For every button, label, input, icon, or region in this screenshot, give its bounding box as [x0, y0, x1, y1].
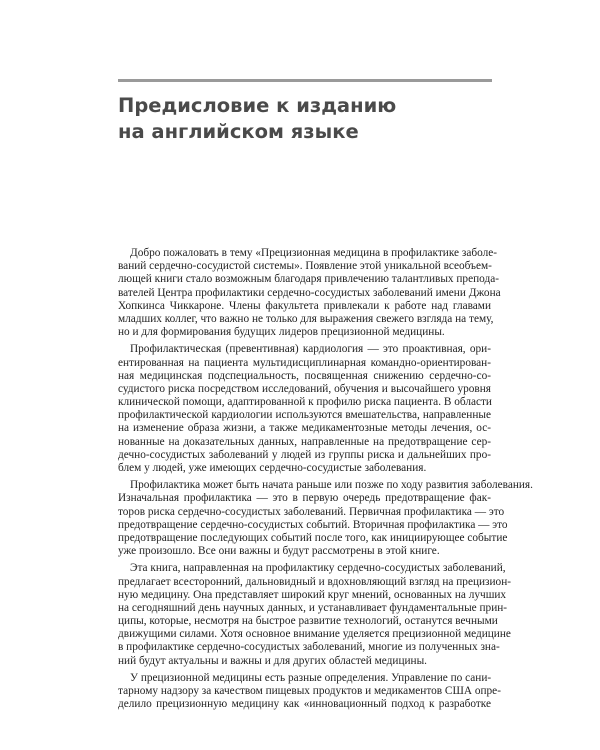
text-line: делило прецизионную медицину как «инновационный подход к разработке [118, 698, 491, 711]
text-line: клинической помощи, адаптированной к профилю риска пациента. В области [118, 396, 492, 409]
text-line: на сегодняшний день научных данных, и устанавливает фундаментальные прин- [118, 601, 508, 614]
text-line: Хопкинса Чиккароне. Члены факультета привлекали к работе над главами [118, 299, 491, 312]
text-line: У прецизионной медицины есть разные определения. Управление по сани- [130, 671, 492, 684]
chapter-title-line-2: на английском языке [118, 120, 359, 143]
text-line: профилактической кардиологии используются вмешательства, направленные [118, 409, 491, 422]
text-line: ваний сердечно-сосудистой системы». Появление этой уникальной всеобъем- [118, 260, 492, 273]
paragraph-3 [118, 479, 533, 558]
paragraph-4 [118, 562, 512, 668]
body-text [118, 247, 533, 715]
text-line: Профилактика может быть начата раньше или позже по ходу развития заболевания. [130, 479, 533, 492]
text-line: дечно-сосудистых заболеваний у людей из группы риска и дальнейших про- [118, 448, 491, 461]
text-line: тарному надзору за качеством пищевых продуктов и медикаментов США опре- [118, 685, 501, 697]
header-rule [118, 79, 492, 82]
paragraph-2 [118, 343, 491, 475]
text-line: ний будут актуальны и важны и для других областей медицины. [118, 654, 427, 667]
text-line: лющей книги стало возможным благодаря привлечению талантливых препода- [118, 273, 499, 286]
text-line: торов риска сердечно-сосудистых заболеваний. Первичная профилактика — это [118, 505, 505, 518]
text-line: ентированная на пациента мультидисциплинарная командно-ориентирован- [118, 356, 491, 369]
text-line: уже произошло. Все они важны и будут рассмотрены в этой книге. [118, 545, 440, 558]
text-line: Профилактическая (превентивная) кардиология — это проактивная, ори- [130, 343, 491, 356]
text-line: блем у людей, уже имеющих сердечно-сосудистые заболевания. [118, 462, 427, 474]
text-line: но и для формирования будущих лидеров прецизионной медицины. [118, 326, 445, 339]
text-line: ная медицинская подспециальность, посвященная снижению сердечно-со- [118, 369, 491, 382]
text-line: Добро пожаловать в тему «Прецизионная медицина в профилактике заболе- [130, 247, 498, 259]
text-line: на изменение образа жизни, а также медикаментозные методы лечения, ос- [118, 422, 491, 435]
paragraph-5 [118, 671, 501, 712]
text-line: в профилактике сердечно-сосудистых заболеваний, многие из полученных зна- [118, 641, 500, 654]
text-line: Эта книга, направленная на профилактику сердечно-сосудистых заболеваний, [130, 562, 506, 575]
text-line: младших коллег, что важно не только для выражения свежего взгляда на тему, [118, 312, 494, 325]
text-line: ную медицину. Она представляет широкий круг мнений, основанных на лучших [118, 588, 507, 601]
text-line: нованные на доказательных данных, направленные на предотвращение сер- [118, 435, 491, 448]
text-line: судистого риска посредством исследований, обучения и высочайшего уровня [118, 382, 491, 395]
paragraph-1 [118, 247, 501, 339]
chapter-title [118, 93, 498, 145]
text-line: движущими силами. Хотя основное внимание уделяется прецизионной медицине [118, 628, 511, 641]
text-line: вателей Центра профилактики сердечно-сосудистых заболеваний имени Джона [118, 286, 501, 299]
text-line: ципы, которые, несмотря на быстрое развитие технологий, останутся вечными [118, 615, 498, 628]
text-line: Изначальная профилактика — это в первую очередь предотвращение фак- [118, 492, 491, 505]
text-line: предлагает всесторонний, дальновидный и вдохновляющий взгляд на прецизион- [118, 575, 512, 588]
text-line: предотвращение последующих событий после того, как инициирующее событие [118, 531, 508, 544]
text-line: предотвращение сердечно-сосудистых событий. Вторичная профилактика — это [118, 518, 508, 531]
chapter-title-line-1: Предисловие к изданию [118, 94, 397, 117]
